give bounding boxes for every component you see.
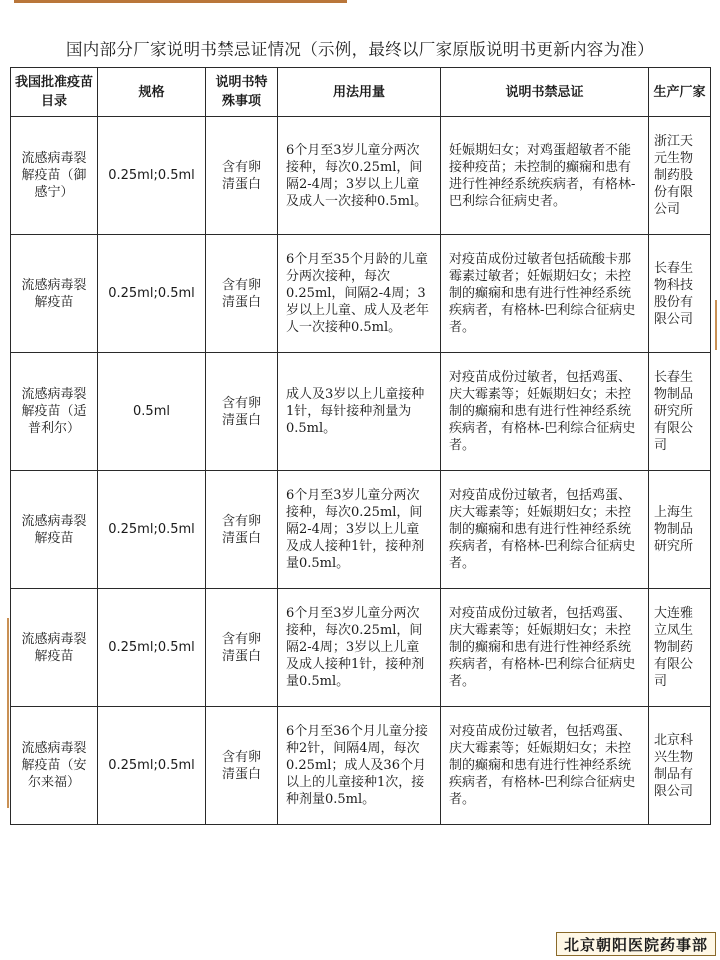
right-decorative-bar xyxy=(715,300,717,350)
vaccine-name-cell: 流感病毒裂解疫苗 xyxy=(11,589,98,707)
special-notes-cell: 含有卵清蛋白 xyxy=(206,589,278,707)
manufacturer-cell: 北京科兴生物制品有限公司 xyxy=(649,707,711,825)
spec-cell: 0.25ml;0.5ml xyxy=(98,235,206,353)
vaccine-name-cell: 流感病毒裂解疫苗（适普利尔） xyxy=(11,353,98,471)
header-contraindications: 说明书禁忌证 xyxy=(441,68,649,117)
spec-cell: 0.25ml;0.5ml xyxy=(98,471,206,589)
special-notes-cell: 含有卵清蛋白 xyxy=(206,707,278,825)
top-decorative-bar xyxy=(14,0,347,3)
usage-cell: 6个月至3岁儿童分两次接种，每次0.25ml，间隔2-4周；3岁以上儿童及成人接种1针，接种剂量0.5ml。 xyxy=(278,471,441,589)
table-row xyxy=(11,707,711,825)
manufacturer-cell: 长春生物科技股份有限公司 xyxy=(649,235,711,353)
usage-cell: 6个月至3岁儿童分两次接种，每次0.25ml，间隔2-4周；3岁以上儿童及成人接种1针，接种剂量0.5ml。 xyxy=(278,589,441,707)
table-row xyxy=(11,589,711,707)
left-decorative-bar xyxy=(7,618,9,808)
table-row xyxy=(11,117,711,235)
header-manufacturer: 生产厂家 xyxy=(649,68,711,117)
manufacturer-cell: 长春生物制品 研究所有限公司 xyxy=(649,353,711,471)
vaccine-contraindication-table xyxy=(10,67,711,825)
contraindication-cell: 对疫苗成份过敏者，包括鸡蛋、庆大霉素等；妊娠期妇女；未控制的癫痫和患有进行性神经系统疾病者，有格林-巴利综合征病史者。 xyxy=(441,707,649,825)
page-title: 国内部分厂家说明书禁忌证情况（示例，最终以厂家原版说明书更新内容为准） xyxy=(66,40,654,59)
usage-cell: 成人及3岁以上儿童接种1针，每针接种剂量为0.5ml。 xyxy=(278,353,441,471)
contraindication-cell: 对疫苗成份过敏者，包括鸡蛋、庆大霉素等；妊娠期妇女；未控制的癫痫和患有进行性神经系统疾病者，有格林-巴利综合征病史者。 xyxy=(441,353,649,471)
header-vaccine-name: 我国批准疫苗目录 xyxy=(11,68,98,117)
table-header-row xyxy=(11,68,711,117)
spec-cell: 0.25ml;0.5ml xyxy=(98,707,206,825)
manufacturer-cell: 浙江天元生物制药股份有限公司 xyxy=(649,117,711,235)
manufacturer-cell: 大连雅立凤生物制药有限公司 xyxy=(649,589,711,707)
vaccine-name-cell: 流感病毒裂解疫苗 xyxy=(11,235,98,353)
vaccine-name-cell: 流感病毒裂解疫苗 xyxy=(11,471,98,589)
table-row xyxy=(11,471,711,589)
usage-cell: 6个月至36个月儿童分接种2针，间隔4周，每次0.25ml；成人及36个月以上的儿童接种1次，接种剂量0.5ml。 xyxy=(278,707,441,825)
contraindication-cell: 对疫苗成份过敏者，包括鸡蛋、庆大霉素等；妊娠期妇女；未控制的癫痫和患有进行性神经系统疾病者，有格林-巴利综合征病史者。 xyxy=(441,471,649,589)
special-notes-cell: 含有卵清蛋白 xyxy=(206,471,278,589)
spec-cell: 0.5ml xyxy=(98,353,206,471)
manufacturer-cell: 上海生物制品研究所 xyxy=(649,471,711,589)
usage-cell: 6个月至35个月龄的儿童分两次接种，每次0.25ml，间隔2-4周；3岁以上儿童、成人及老年人一次接种0.5ml。 xyxy=(278,235,441,353)
special-notes-cell: 含有卵清蛋白 xyxy=(206,353,278,471)
vaccine-name-cell: 流感病毒裂解疫苗（御感宁） xyxy=(11,117,98,235)
header-special-notes: 说明书特殊事项 xyxy=(206,68,278,117)
special-notes-cell: 含有卵清蛋白 xyxy=(206,235,278,353)
header-usage-dosage: 用法用量 xyxy=(278,68,441,117)
contraindication-cell: 妊娠期妇女；对鸡蛋超敏者不能接种疫苗；未控制的癫痫和患有进行性神经系统疾病者，有格林-巴利综合征病史者。 xyxy=(441,117,649,235)
vaccine-name-cell: 流感病毒裂解疫苗（安尔来福） xyxy=(11,707,98,825)
special-notes-cell: 含有卵清蛋白 xyxy=(206,117,278,235)
spec-cell: 0.25ml;0.5ml xyxy=(98,589,206,707)
contraindication-cell: 对疫苗成份过敏者包括硫酸卡那霉素过敏者；妊娠期妇女；未控制的癫痫和患有进行性神经系统疾病者，有格林-巴利综合征病史者。 xyxy=(441,235,649,353)
table-row xyxy=(11,235,711,353)
header-spec: 规格 xyxy=(98,68,206,117)
usage-cell: 6个月至3岁儿童分两次接种，每次0.25ml，间隔2-4周；3岁以上儿童及成人一次接种0.5ml。 xyxy=(278,117,441,235)
department-stamp: 北京朝阳医院药事部 xyxy=(556,932,716,956)
contraindication-cell: 对疫苗成份过敏者，包括鸡蛋、庆大霉素等；妊娠期妇女；未控制的癫痫和患有进行性神经系统疾病者，有格林-巴利综合征病史者。 xyxy=(441,589,649,707)
spec-cell: 0.25ml;0.5ml xyxy=(98,117,206,235)
table-row xyxy=(11,353,711,471)
